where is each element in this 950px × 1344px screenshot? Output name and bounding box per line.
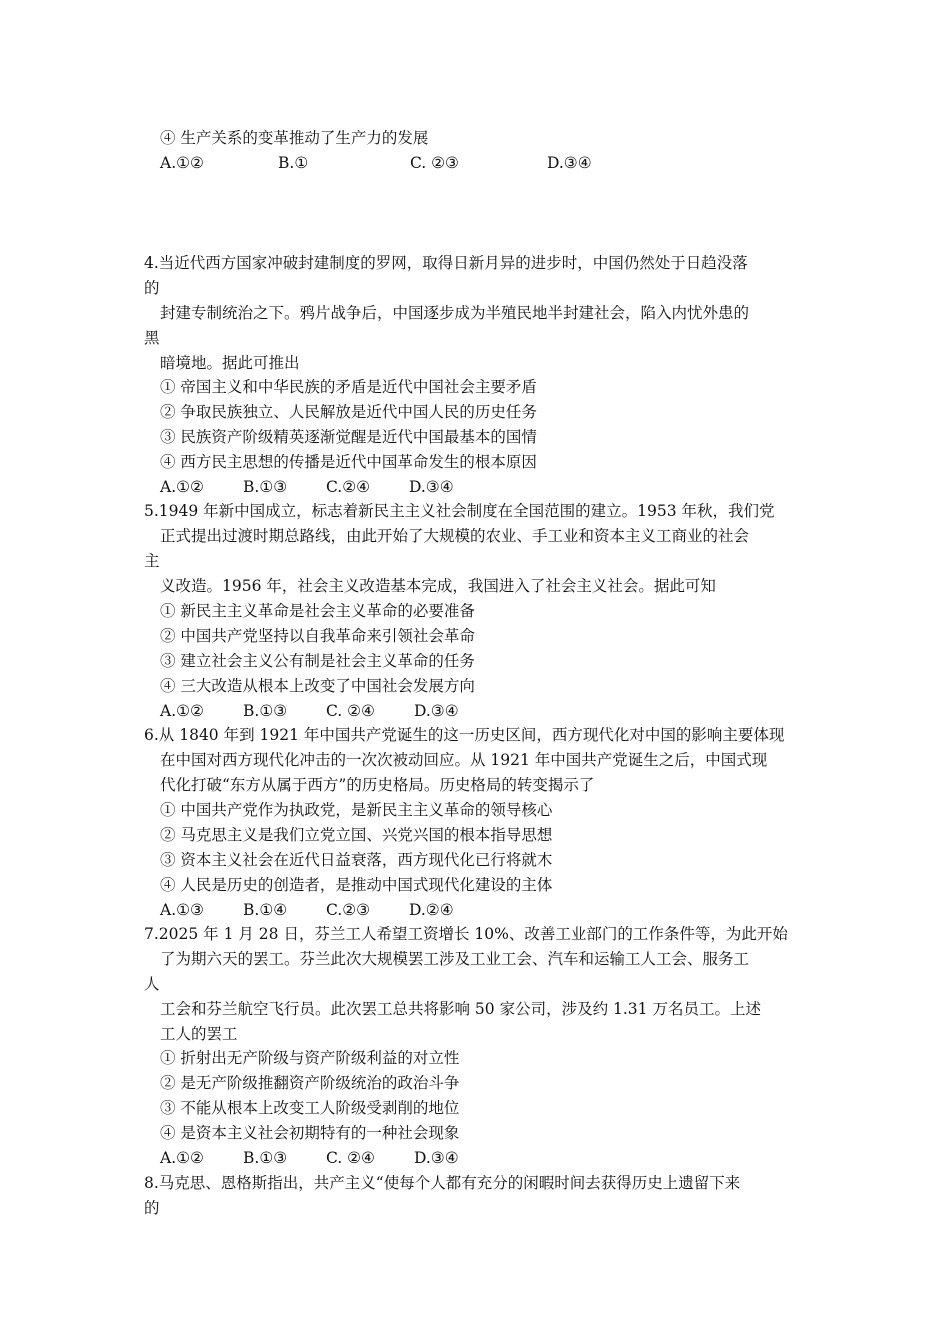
q4-option-d: D.③④ [409,478,454,496]
q7-stem-line: 工人的罢工 [160,1025,238,1043]
q3-statement-4: ④ 生产关系的变革推动了生产力的发展 [160,129,429,147]
q7-statement-1: ① 折射出无产阶级与资产阶级利益的对立性 [160,1049,460,1067]
q5-stem-line: 义改造。1956 年，社会主义改造基本完成，我国进入了社会主义社会。据此可知 [160,577,716,595]
q6-statement-2: ② 马克思主义是我们立党立国、兴党兴国的根本指导思想 [160,826,553,844]
q5-stem-line: 5.1949 年新中国成立，标志着新民主主义社会制度在全国范围的建立。1953 年秋，我们党 [144,502,775,520]
q4-option-a: A.①② [160,478,204,496]
q6-option-c: C.②③ [326,901,371,919]
q7-option-b: B.①③ [243,1149,288,1167]
q5-statement-3: ③ 建立社会主义公有制是社会主义革命的任务 [160,652,475,670]
q8-stem-line: 8.马克思、恩格斯指出，共产主义“使每个人都有充分的闲暇时间去获得历史上遗留下来 [144,1174,741,1192]
q5-option-c: C. ②④ [326,702,375,720]
q7-stem-line: 了为期六天的罢工。芬兰此次大规模罢工涉及工业工会、汽车和运输工人工会、服务工 [160,950,750,968]
q4-stem-line: 封建专制统治之下。鸦片战争后，中国逐步成为半殖民地半封建社会，陷入内忧外患的 [160,304,750,322]
q3-option-c: C. ②③ [410,154,459,172]
q8-stem-line: 的 [144,1199,160,1217]
q5-statement-1: ① 新民主主义革命是社会主义革命的必要准备 [160,602,475,620]
q6-statement-3: ③ 资本主义社会在近代日益衰落，西方现代化已行将就木 [160,851,553,869]
q6-statement-1: ① 中国共产党作为执政党，是新民主主义革命的领导核心 [160,801,553,819]
q6-stem-line: 代化打破“东方从属于西方”的历史格局。历史格局的转变揭示了 [160,776,595,794]
q7-stem-line: 7.2025 年 1 月 28 日，芬兰工人希望工资增长 10%、改善工业部门的工作条件等，为此开始 [144,925,788,943]
q4-option-b: B.①③ [243,478,288,496]
q7-option-c: C. ②④ [326,1149,375,1167]
q5-option-b: B.①③ [243,702,288,720]
q4-option-c: C.②④ [326,478,371,496]
q7-option-a: A.①② [160,1149,204,1167]
q3-option-a: A.①② [160,154,204,172]
q7-option-d: D.③④ [414,1149,459,1167]
q6-option-a: A.①③ [160,901,204,919]
q4-stem-line: 4.当近代西方国家冲破封建制度的罗网，取得日新月异的进步时，中国仍然处于日趋没落 [144,254,748,272]
q7-statement-4: ④ 是资本主义社会初期特有的一种社会现象 [160,1124,460,1142]
q5-stem-line: 正式提出过渡时期总路线，由此开始了大规模的农业、手工业和资本主义工商业的社会 [160,527,750,545]
q6-stem-line: 6.从 1840 年到 1921 年中国共产党诞生的这一历史区间，西方现代化对中国的影响主要体现 [144,726,785,744]
q6-stem-line: 在中国对西方现代化冲击的一次次被动回应。从 1921 年中国共产党诞生之后，中国式现 [160,751,768,769]
q4-statement-3: ③ 民族资产阶级精英逐渐觉醒是近代中国最基本的国情 [160,428,537,446]
q4-stem-line: 的 [144,279,160,297]
q4-stem-line: 暗境地。据此可推出 [160,354,300,372]
q5-option-a: A.①② [160,702,204,720]
q6-option-b: B.①④ [243,901,288,919]
q6-statement-4: ④ 人民是历史的创造者，是推动中国式现代化建设的主体 [160,876,553,894]
q5-stem-line: 主 [144,552,160,570]
q5-statement-4: ④ 三大改造从根本上改变了中国社会发展方向 [160,677,475,695]
q7-stem-line: 人 [144,975,160,993]
q4-statement-4: ④ 西方民主思想的传播是近代中国革命发生的根本原因 [160,453,537,471]
q3-option-d: D.③④ [547,154,592,172]
q5-option-d: D.③④ [414,702,459,720]
q4-stem-line: 黑 [144,329,160,347]
q7-statement-2: ② 是无产阶级推翻资产阶级统治的政治斗争 [160,1074,460,1092]
q7-stem-line: 工会和芬兰航空飞行员。此次罢工总共将影响 50 家公司，涉及约 1.31 万名员工。上述 [160,1000,761,1018]
q7-statement-3: ③ 不能从根本上改变工人阶级受剥削的地位 [160,1099,460,1117]
q4-statement-2: ② 争取民族独立、人民解放是近代中国人民的历史任务 [160,403,537,421]
q6-option-d: D.②④ [409,901,454,919]
q4-statement-1: ① 帝国主义和中华民族的矛盾是近代中国社会主要矛盾 [160,378,537,396]
q5-statement-2: ② 中国共产党坚持以自我革命来引领社会革命 [160,627,475,645]
q3-option-b: B.① [278,154,309,172]
